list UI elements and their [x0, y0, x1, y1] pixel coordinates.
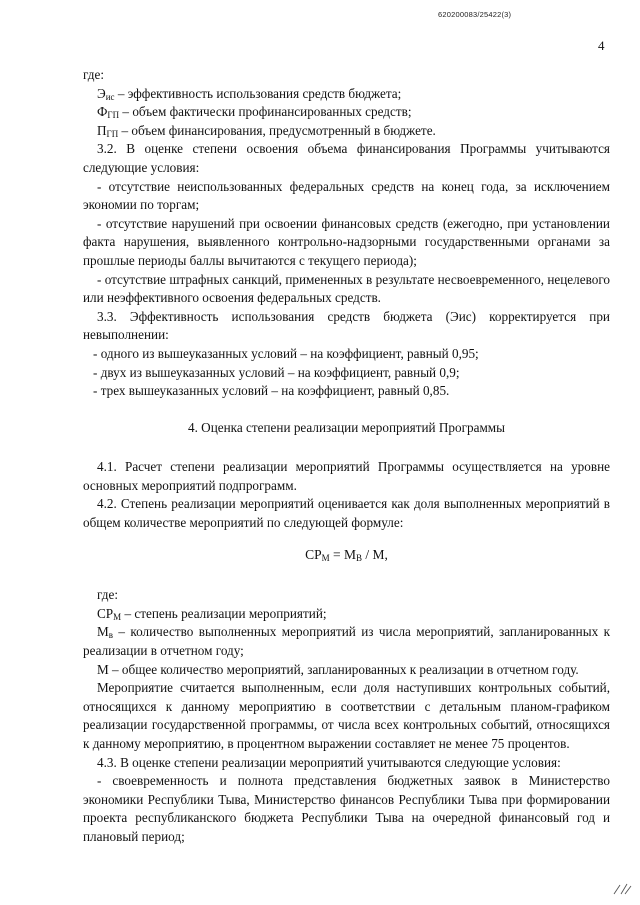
where-label: где:: [83, 67, 104, 82]
definition-p-text: – объем финансирования, предусмотренный в бюджете.: [118, 122, 436, 138]
definition-mv-text: – количество выполненных мероприятий из числа мероприятий, запланированных к реализации в отчетном году;: [83, 624, 610, 659]
symbol-f-sub: ГП: [107, 110, 120, 121]
section-4-heading: 4. Оценка степени реализации мероприятий Программы: [187, 419, 506, 435]
coefficient-1: - одного из вышеуказанных условий – на коэффициент, равный 0,95;: [93, 345, 479, 361]
formula-lhs-sub: М: [321, 552, 330, 563]
condition-3: - отсутствие штрафных санкций, примененных в результате несвоевременного, нецелевого или неэффективного освоения федеральных средств.: [83, 271, 610, 306]
formula-lhs: СР: [305, 546, 322, 562]
paragraph-4-1: 4.1. Расчет степени реализации мероприятий Программы осуществляется на уровне основных мероприятий подпрограмм.: [83, 459, 610, 493]
symbol-e-sub: ис: [105, 91, 115, 102]
handwritten-mark-icon: [612, 882, 632, 896]
formula-rhs-sub: В: [356, 552, 363, 563]
symbol-sr: СР: [97, 605, 114, 621]
definition-m: М – общее количество мероприятий, запланированных к реализации в отчетном году.: [97, 661, 579, 677]
paragraph-3-3: 3.3. Эффективность использования средств бюджета (Эис) корректируется при невыполнении:: [83, 308, 610, 343]
document-id: 620200083/25422(3): [438, 10, 512, 19]
paragraph-done-criteria: Мероприятие считается выполненным, если доля наступивших контрольных событий, относящихся к данному мероприятию в соответствии с детальным планом-графиком реализации государственной программы, от числа всех контрольных событий, относящихся к данному мероприятию, в процентном выражении составляет не менее 75 процентов.: [83, 680, 610, 751]
definition-e-text: – эффективность использования средств бюджета;: [114, 85, 402, 101]
definition-sr-text: – степень реализации мероприятий;: [121, 605, 327, 621]
formula-tail: / М,: [362, 546, 388, 562]
symbol-sr-sub: М: [113, 611, 122, 622]
coefficient-3: - трех вышеуказанных условий – на коэффициент, равный 0,85.: [93, 383, 450, 399]
condition-2: - отсутствие нарушений при освоении финансовых средств (ежегодно, при установлении факта нарушения, выявленного контрольно-надзорными государственными органами за прошлые периоды баллы вычитаются с текущего периода);: [83, 215, 610, 268]
paragraph-4-2: 4.2. Степень реализации мероприятий оценивается как доля выполненных мероприятий в общем количестве мероприятий по следующей формуле:: [83, 496, 610, 531]
formula: [83, 546, 610, 565]
formula-eq: = М: [329, 546, 356, 562]
symbol-p-sub: ГП: [106, 128, 119, 139]
definition-sr: [83, 605, 610, 624]
symbol-p: П: [97, 122, 107, 138]
definition-f-text: – объем фактически профинансированных средств;: [119, 104, 412, 120]
page-number: 4: [598, 38, 605, 53]
paragraph-3-2: 3.2. В оценке степени освоения объема финансирования Программы учитываются следующие условия:: [83, 141, 610, 175]
coefficient-2: - двух из вышеуказанных условий – на коэффициент, равный 0,9;: [93, 364, 460, 380]
where-label-2: где:: [97, 587, 118, 603]
paragraph-4-3: 4.3. В оценке степени реализации мероприятий учитываются следующие условия:: [97, 754, 561, 770]
definition-p: [83, 122, 610, 141]
condition-4-3-1: - своевременность и полнота представления бюджетных заявок в Министерство экономики Республики Тыва, Министерство финансов Республики Тыва при формировании проекта республиканского бюджета Республики Тыва на очередной финансовый год и плановый период;: [83, 773, 610, 844]
definition-e: [83, 85, 610, 104]
symbol-mv: М: [97, 624, 109, 640]
symbol-f: Ф: [97, 104, 108, 120]
document-body: [83, 66, 610, 847]
symbol-mv-sub: в: [108, 630, 113, 641]
symbol-e: Э: [97, 85, 106, 101]
definition-f: [83, 103, 610, 122]
definition-mv: [83, 623, 610, 660]
condition-1: - отсутствие неиспользованных федеральных средств на конец года, за исключением экономии по торгам;: [83, 178, 610, 213]
